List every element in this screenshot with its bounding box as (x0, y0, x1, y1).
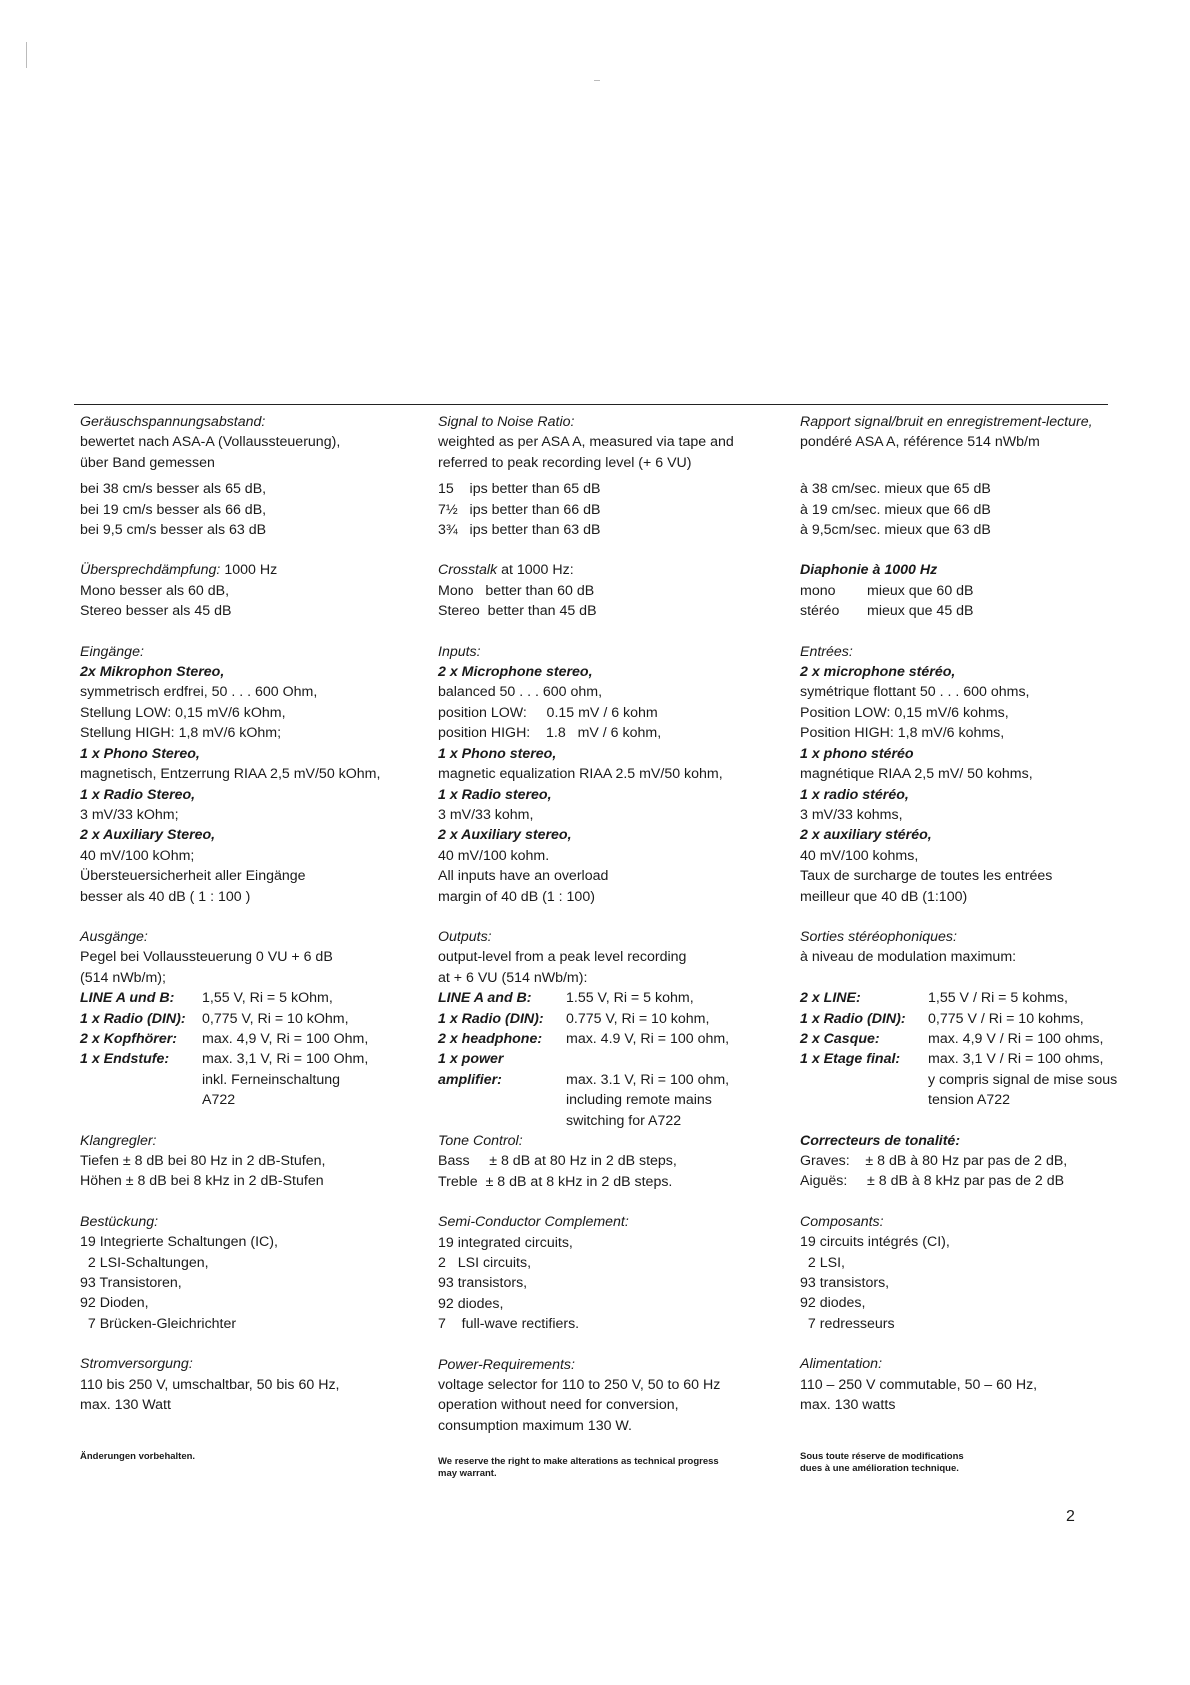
section-title: Stromversorgung: (80, 1356, 193, 1373)
section-title: Semi-Conductor Complement: (438, 1214, 629, 1231)
section-title: Crosstalk (438, 562, 498, 579)
de-noise-section: Geräuschspannungsabstand: bewertet nach ASA-A (Vollaussteuerung), über Band gemessen bei 38 cm/s besser als 65 dB, bei 19 cm/s besser als 66 dB, bei 9,5 cm/s besser als 63 dB (80, 412, 430, 540)
fr-inputs-section: Entrées: 2 x microphone stéréo, symétrique flottant 50 . . . 600 ohms, Position LOW: 0,15 mV/6 kohms, Position HIGH: 1,8 mV/6 kohms, 1 x phono stéréo magnétique RIAA 2,5 mV/ 50 kohms, 1 x radio stéréo, 3 mV/33 kohms, 2 x auxiliary stéréo, 40 mV/100 kohms, Taux de surcharge de toutes les entrées meilleur que 40 dB (1:100) (800, 642, 1160, 907)
section-title: Bestückung: (80, 1213, 159, 1230)
section-title: Sorties stéréophoniques: (800, 928, 957, 945)
en-noise-section: Signal to Noise Ratio: weighted as per ASA A, measured via tape and referred to peak recording level (+ 6 VU) 15 ips better than 65 dB 7½ ips better than 66 dB 3¾ ips better than 63 dB (438, 412, 798, 540)
section-title: Power-Requirements: (438, 1356, 575, 1373)
scan-speck (594, 80, 600, 81)
section-title: Tone Control: (438, 1133, 523, 1149)
page-number: 2 (1066, 1508, 1075, 1525)
section-title: Signal to Noise Ratio: (438, 414, 575, 430)
de-semiconductor-section: Bestückung: 19 Integrierte Schaltungen (IC), 2 LSI-Schaltungen, 93 Transistoren, 92 Dioden, 7 Brücken-Gleichrichter (80, 1212, 430, 1334)
en-crosstalk-section: Crosstalk at 1000 Hz: Mono better than 60 dB Stereo better than 45 dB (438, 562, 597, 620)
section-title: Ausgänge: (80, 928, 148, 945)
section-title: Alimentation: (800, 1356, 883, 1373)
en-outputs-section: Outputs: output-level from a peak level recording at + 6 VU (514 nWb/m): LINE A and B: 1.55 V, Ri = 5 kohm, 1 x Radio (DIN): 0.775 V, Ri = 10 kohm, 2 x headphone: max. 4.9 V, Ri = 100 ohm, 1 x power amplifier: max. 3.1 V, Ri = 100 ohm, including remote mains switching for A722 (438, 927, 798, 1131)
section-title: Rapport signal/bruit en enregistrement-lecture, (800, 414, 1093, 430)
scan-speck (26, 42, 27, 68)
en-semiconductor-section: Semi-Conductor Complement: 19 integrated circuits, 2 LSI circuits, 93 transistors, 92 diodes, 7 full-wave rectifiers. (438, 1212, 798, 1334)
column-french (800, 412, 1160, 1475)
de-inputs-section: Eingänge: 2x Mikrophon Stereo, symmetrisch erdfrei, 50 . . . 600 Ohm, Stellung LOW: 0,15 mV/6 kOhm, Stellung HIGH: 1,8 mV/6 kOhm; 1 x Phono Stereo, magnetisch, Entzerrung RIAA 2,5 mV/50 kOhm, 1 x Radio Stereo, 3 mV/33 kOhm; 2 x Auxiliary Stereo, 40 mV/100 kOhm; Übersteuersicherheit aller Eingänge besser als 40 dB ( 1 : 100 ) (80, 642, 430, 907)
fr-footer-note: Sous toute réserve de modifications dues à une amélioration technique. (800, 1451, 964, 1475)
header-rule (74, 404, 1108, 405)
fr-noise-section: Rapport signal/bruit en enregistrement-lecture, pondéré ASA A, référence 514 nWb/m à 38 cm/sec. mieux que 65 dB à 19 cm/sec. mieux que 66 dB à 9,5cm/sec. mieux que 63 dB (800, 412, 1160, 540)
de-power-section: Stromversorgung: 110 bis 250 V, umschaltbar, 50 bis 60 Hz, max. 130 Watt (80, 1354, 430, 1415)
section-title: Outputs: (438, 928, 492, 945)
section-title: Geräuschspannungsabstand: (80, 414, 266, 430)
de-outputs-section: Ausgänge: Pegel bei Vollaussteuerung 0 VU + 6 dB (514 nWb/m); LINE A und B: 1,55 V, Ri = 5 kOhm, 1 x Radio (DIN): 0,775 V, Ri = 10 kOhm, 2 x Kopfhörer: max. 4,9 V, Ri = 100 Ohm, 1 x Endstufe: max. 3,1 V, Ri = 100 Ohm, inkl. Ferneinschaltung A722 (80, 927, 430, 1111)
section-title: Klangregler: (80, 1132, 157, 1149)
fr-power-section: Alimentation: 110 – 250 V commutable, 50 – 60 Hz, max. 130 watts (800, 1354, 1160, 1415)
fr-semiconductor-section: Composants: 19 circuits intégrés (CI), 2 LSI, 93 transistors, 92 diodes, 7 redresseurs (800, 1212, 1160, 1334)
section-title: Inputs: (438, 643, 481, 660)
section-title: Composants: (800, 1213, 884, 1230)
fr-outputs-section: Sorties stéréophoniques: à niveau de modulation maximum: 2 x LINE: 1,55 V / Ri = 5 kohms, 1 x Radio (DIN): 0,775 V / Ri = 10 kohms, 2 x Casque: max. 4,9 V / Ri = 100 ohms, 1 x Etage final: max. 3,1 V / Ri = 100 ohms, y compris signal de mise sous tension A722 (800, 927, 1160, 1111)
en-footer-note: We reserve the right to make alterations as technical progress may warrant. (438, 1456, 719, 1480)
en-inputs-section: Inputs: 2 x Microphone stereo, balanced 50 . . . 600 ohm, position LOW: 0.15 mV / 6 kohm position HIGH: 1.8 mV / 6 kohm, 1 x Phono stereo, magnetic equalization RIAA 2.5 mV/50 kohm, 1 x Radio stereo, 3 mV/33 kohm, 2 x Auxiliary stereo, 40 mV/100 kohm. All inputs have an overload margin of 40 dB (1 : 100) (438, 642, 798, 907)
section-title: Eingänge: (80, 643, 144, 660)
fr-crosstalk-section: Diaphonie à 1000 Hz mono mieux que 60 dB stéréo mieux que 45 dB (800, 560, 1160, 621)
de-footer-note: Änderungen vorbehalten. (80, 1451, 196, 1463)
section-title: Diaphonie à 1000 Hz (800, 562, 938, 579)
en-power-section: Power-Requirements: voltage selector for 110 to 250 V, 50 to 60 Hz operation without need for conversion, consumption maximum 130 W. (438, 1355, 798, 1437)
section-title: Übersprechdämpfung: (80, 562, 221, 579)
column-english (438, 412, 798, 1480)
de-crosstalk-section: Übersprechdämpfung: 1000 Hz Mono besser als 60 dB, Stereo besser als 45 dB (80, 562, 278, 620)
section-title: Entrées: (800, 643, 853, 660)
section-title: Correcteurs de tonalité: (800, 1132, 961, 1149)
de-tone-section: Klangregler: Tiefen ± 8 dB bei 80 Hz in 2 dB-Stufen, Höhen ± 8 dB bei 8 kHz in 2 dB-Stufen (80, 1131, 430, 1192)
en-tone-section: Tone Control: Bass ± 8 dB at 80 Hz in 2 dB steps, Treble ± 8 dB at 8 kHz in 2 dB steps. (438, 1131, 798, 1192)
column-german (80, 412, 430, 1463)
fr-tone-section: Correcteurs de tonalité: Graves: ± 8 dB à 80 Hz par pas de 2 dB, Aiguës: ± 8 dB à 8 kHz par pas de 2 dB (800, 1131, 1160, 1192)
